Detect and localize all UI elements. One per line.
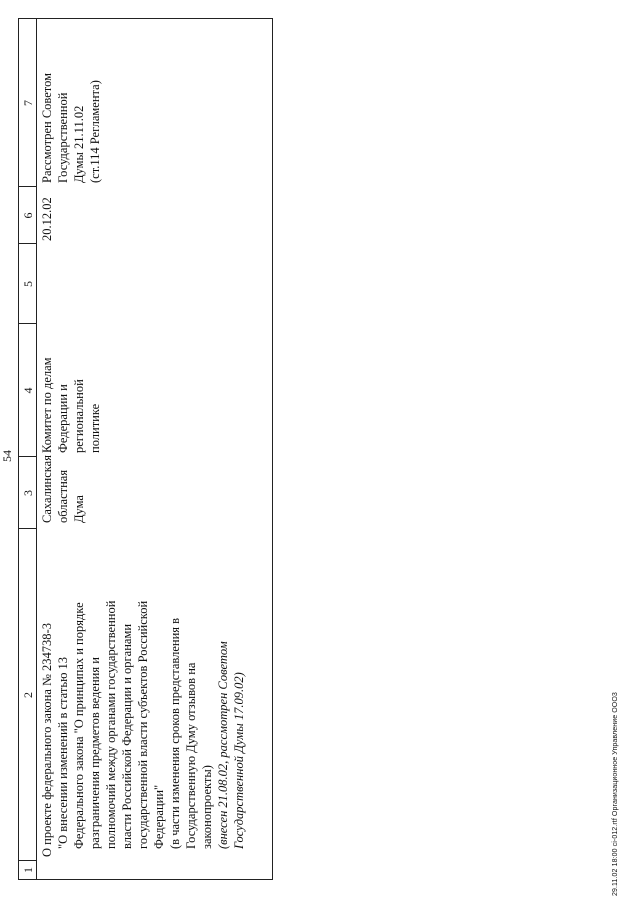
bill-italic-line: Государственной Думы 17.09.02) <box>232 672 246 849</box>
col-divider <box>19 456 37 457</box>
bill-line: (в части изменения сроков представления в <box>168 617 182 849</box>
header-col-4: 4 <box>21 387 35 394</box>
page-footer: 29.11.02 18:00 ci-012.rtf Организационное Управление ООО3 <box>612 692 619 896</box>
bill-line: законопроекты) <box>200 765 214 849</box>
header-col-1: 1 <box>21 867 35 873</box>
bill-line: "О внесении изменений в статью 13 <box>56 656 70 849</box>
col-divider <box>19 860 37 861</box>
col-divider <box>19 323 37 324</box>
bill-line: разграничения предметов ведения и <box>88 657 102 849</box>
bill-line: государственной власти субъектов Российской <box>136 600 150 849</box>
cell-status: Рассмотрен Советом Государственной Думы 21.11.02 (ст.114 Регламента) <box>40 72 102 183</box>
page-number: 54 <box>0 450 14 462</box>
header-col-2: 2 <box>21 692 35 698</box>
table-header-row <box>19 19 37 879</box>
header-col-3: 3 <box>21 490 35 496</box>
col-divider <box>19 243 37 244</box>
cell-initiator: Сахалинская областная Дума <box>40 455 86 523</box>
header-col-5: 5 <box>21 281 35 287</box>
bill-line: Федерального закона "О принципах и порядке <box>72 602 86 849</box>
col-divider <box>19 528 37 529</box>
header-col-7: 7 <box>21 100 35 106</box>
bill-italic-line: (внесен 21.08.02, рассмотрен Советом <box>216 641 230 849</box>
cell-committee: Комитет по делам Федерации и региональной политике <box>40 357 102 453</box>
bill-line: власти Российской Федерации и органами <box>120 623 134 849</box>
bill-line: полномочий между органами государственной <box>104 600 118 849</box>
bill-line: Федерации" <box>152 784 166 849</box>
cell-date: 20.12.02 <box>40 197 54 241</box>
bills-table <box>18 18 273 880</box>
bill-line: Государственную Думу отзывов на <box>184 662 198 849</box>
cell-bill-description <box>39 531 247 857</box>
col-divider <box>19 186 37 187</box>
header-col-6: 6 <box>21 212 35 219</box>
bill-line: О проекте федерального закона № 234738-3 <box>40 623 54 857</box>
